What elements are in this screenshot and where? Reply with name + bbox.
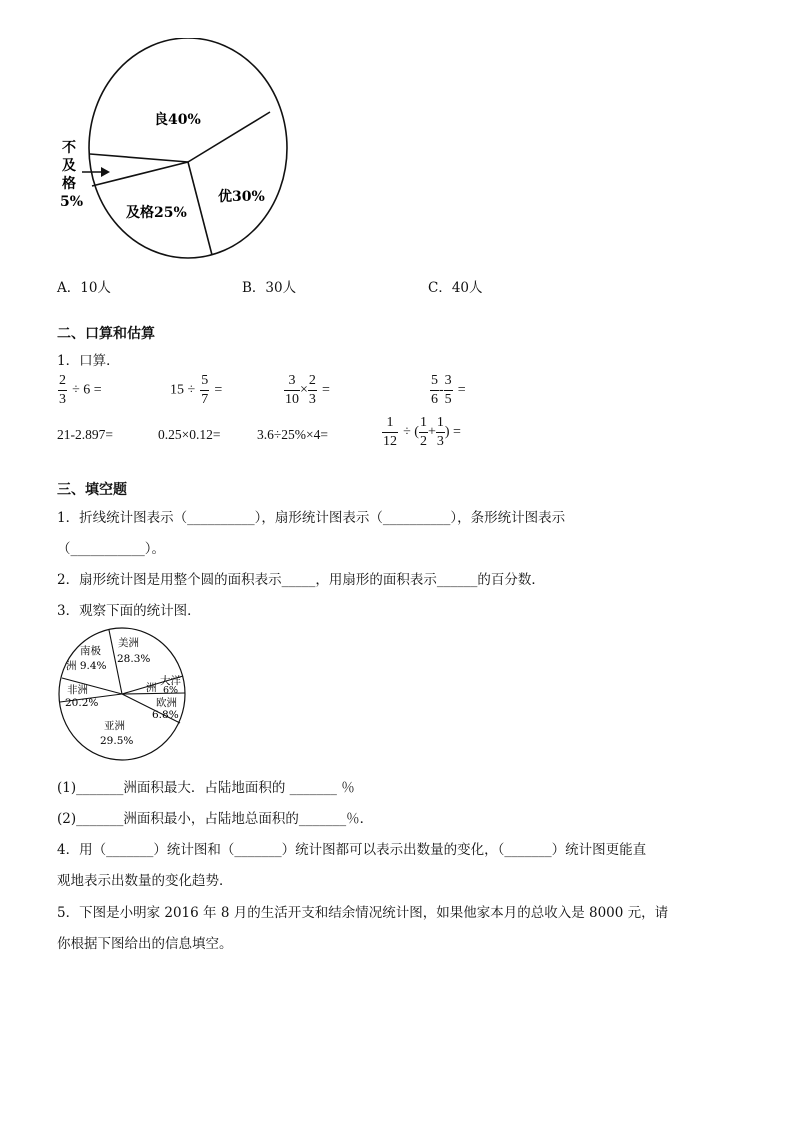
- continent-pie-chart: [56, 625, 188, 765]
- q3-3-sub1[interactable]: (1)_______洲面积最大．占陆地面积的 _______ ％: [57, 780, 355, 796]
- slice-label-pass: 及格25%: [126, 205, 187, 221]
- calc-row2-expr4: $\frac{1}{12}$ ÷ ( $\frac{1}{2}$ + $\frac{1}{3}$ ) =: [383, 415, 461, 449]
- calc-row2-expr3: 3.6÷25%×4=: [257, 427, 329, 442]
- q3-4-line1[interactable]: 4．用（_______）统计图和（_______）统计图都可以表示出数量的变化，（_______）统计图更能直: [57, 842, 647, 858]
- q2-1-label: 1．口算．: [57, 353, 120, 369]
- q3-4-line2: 观地表示出数量的变化趋势．: [57, 873, 233, 889]
- label-europe: 欧洲: [156, 697, 177, 709]
- label-oceania-1: 大洋: [160, 675, 181, 687]
- q3-1-line2[interactable]: （___________）。: [57, 541, 165, 557]
- q3-2[interactable]: 2．扇形统计图是用整个圆的面积表示_____，用扇形的面积表示______的百分数．: [57, 572, 545, 588]
- section-3-title: 三、填空题: [57, 482, 127, 498]
- grade-pie-chart: [55, 38, 305, 268]
- option-a[interactable]: A．10人: [57, 280, 111, 296]
- calc-row2-expr2: 0.25×0.12=: [158, 427, 221, 442]
- slice-label-fail-3: 格: [62, 176, 76, 192]
- slice-label-fail-pct: 5%: [60, 194, 84, 210]
- label-america: 美洲: [118, 637, 139, 649]
- label-antarctica-2: 洲 9.4%: [66, 660, 107, 672]
- slice-label-fail-2: 及: [62, 158, 76, 174]
- option-c[interactable]: C．40人: [428, 280, 483, 296]
- label-america-pct: 28.3%: [117, 653, 151, 665]
- label-oceania-2: 洲: [146, 682, 157, 694]
- option-b[interactable]: B．30人: [242, 280, 297, 296]
- label-africa-pct: 20.2%: [65, 697, 99, 709]
- q3-5-line1: 5．下图是小明家 2016 年 8 月的生活开支和结余情况统计图，如果他家本月的总收入是 8000 元，请: [57, 905, 669, 921]
- calc-row1-expr2: 15 ÷ $\frac{5}{7}$ =: [170, 373, 223, 407]
- label-asia-pct: 29.5%: [100, 735, 134, 747]
- pie-divider-fail-bottom: [92, 162, 188, 186]
- label-oceania-pct: 6%: [163, 685, 179, 696]
- q3-3-sub2[interactable]: (2)_______洲面积最小，占陆地总面积的_______％．: [57, 811, 374, 827]
- slice-label-excellent: 优30%: [218, 189, 265, 205]
- calc-row1-expr1: $\frac{2}{3}$ ÷ 6 =: [59, 373, 102, 407]
- label-asia: 亚洲: [104, 720, 125, 732]
- section-2-title: 二、口算和估算: [57, 326, 155, 342]
- slice-label-fail-1: 不: [62, 140, 76, 156]
- label-europe-pct: 6.8%: [152, 709, 179, 721]
- fail-arrow-head: [101, 167, 110, 177]
- q3-3: 3．观察下面的统计图．: [57, 603, 201, 619]
- grade-pie-circle: [89, 38, 287, 258]
- slice-label-good: 良40%: [154, 112, 201, 128]
- q3-1-line1[interactable]: 1．折线统计图表示（__________），扇形统计图表示（__________），条形统计图表示: [57, 510, 566, 526]
- pie-divider-fail-top: [90, 154, 188, 162]
- label-antarctica-1: 南极: [80, 645, 101, 657]
- label-africa: 非洲: [67, 684, 88, 696]
- calc-row2-expr1: 21-2.897=: [57, 427, 113, 442]
- calc-row1-expr4: $\frac{5}{6}$ - $\frac{3}{5}$ =: [431, 373, 466, 407]
- calc-row1-expr3: $\frac{3}{10}$ × $\frac{2}{3}$ =: [285, 373, 330, 407]
- q3-5-line2: 你根据下图给出的信息填空。: [57, 936, 233, 952]
- pie-divider-pass: [188, 162, 212, 255]
